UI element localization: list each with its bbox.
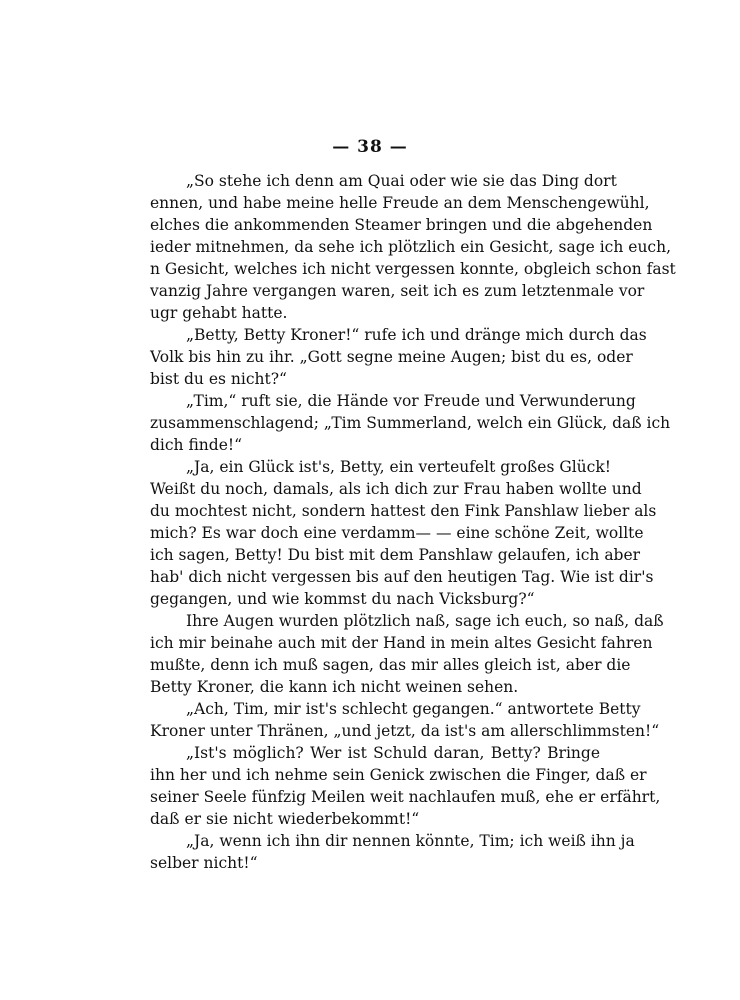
text-line: n Gesicht, welches ich nicht vergessen konnte, obgleich schon fast [150,260,676,278]
body-text [150,170,676,874]
text-line: „Betty, Betty Kroner!“ rufe ich und dränge mich durch das [186,326,647,344]
text-line: Weißt du noch, damals, als ich dich zur Frau haben wollte und [150,480,642,498]
text-line: hab' dich nicht vergessen bis auf den heutigen Tag. Wie ist dir's [150,568,654,586]
text-line: „So stehe ich denn am Quai oder wie sie das Ding dort [186,172,617,190]
text-line: „Ach, Tim, mir ist's schlecht gegangen.“ antwortete Betty [186,700,641,718]
text-line: ich sagen, Betty! Du bist mit dem Panshlaw gelaufen, ich aber [150,546,641,564]
text-line: ugr gehabt hatte. [150,304,288,322]
text-line: vanzig Jahre vergangen waren, seit ich es zum letztenmale vor [150,282,645,300]
text-line: ihn her und ich nehme sein Genick zwischen die Finger, daß er [150,766,647,784]
text-line: selber nicht!“ [150,854,258,872]
text-line: Ihre Augen wurden plötzlich naß, sage ich euch, so naß, daß [186,612,664,630]
text-line: „Tim,“ ruft sie, die Hände vor Freude und Verwunderung [186,392,636,410]
text-line: mich? Es war doch eine verdamm— — eine schöne Zeit, wollte [150,524,644,542]
text-line: „Ja, ein Glück ist's, Betty, ein verteufelt großes Glück! [186,458,611,476]
text-line: Volk bis hin zu ihr. „Gott segne meine Augen; bist du es, oder [150,348,633,366]
text-line: ieder mitnehmen, da sehe ich plötzlich ein Gesicht, sage ich euch, [150,238,672,256]
text-line: gegangen, und wie kommst du nach Vicksburg?“ [150,590,535,608]
text-line: seiner Seele fünfzig Meilen weit nachlaufen muß, ehe er erfährt, [150,788,661,806]
text-line: dich finde!“ [150,436,243,454]
text-line: Kroner unter Thränen, „und jetzt, da ist's am allerschlimmsten!“ [150,722,660,740]
text-line: Betty Kroner, die kann ich nicht weinen sehen. [150,678,519,696]
text-line: ich mir beinahe auch mit der Hand in mein altes Gesicht fahren [150,634,653,652]
page-number: — 38 — [332,137,408,157]
text-line: du mochtest nicht, sondern hattest den Fink Panshlaw lieber als [150,502,657,520]
text-line: „Ja, wenn ich ihn dir nennen könnte, Tim; ich weiß ihn ja [186,832,635,850]
text-line: mußte, denn ich muß sagen, das mir alles gleich ist, aber die [150,656,631,674]
text-line: ennen, und habe meine helle Freude an dem Menschengewühl, [150,194,650,212]
text-line: elches die ankommenden Steamer bringen und die abgehenden [150,216,653,234]
text-line: daß er sie nicht wiederbekommt!“ [150,810,420,828]
text-line: zusammenschlagend; „Tim Summerland, welch ein Glück, daß ich [150,414,671,432]
text-line: „Ist's möglich? Wer ist Schuld daran, Betty? Bringe [186,744,600,762]
text-line: bist du es nicht?“ [150,370,287,388]
